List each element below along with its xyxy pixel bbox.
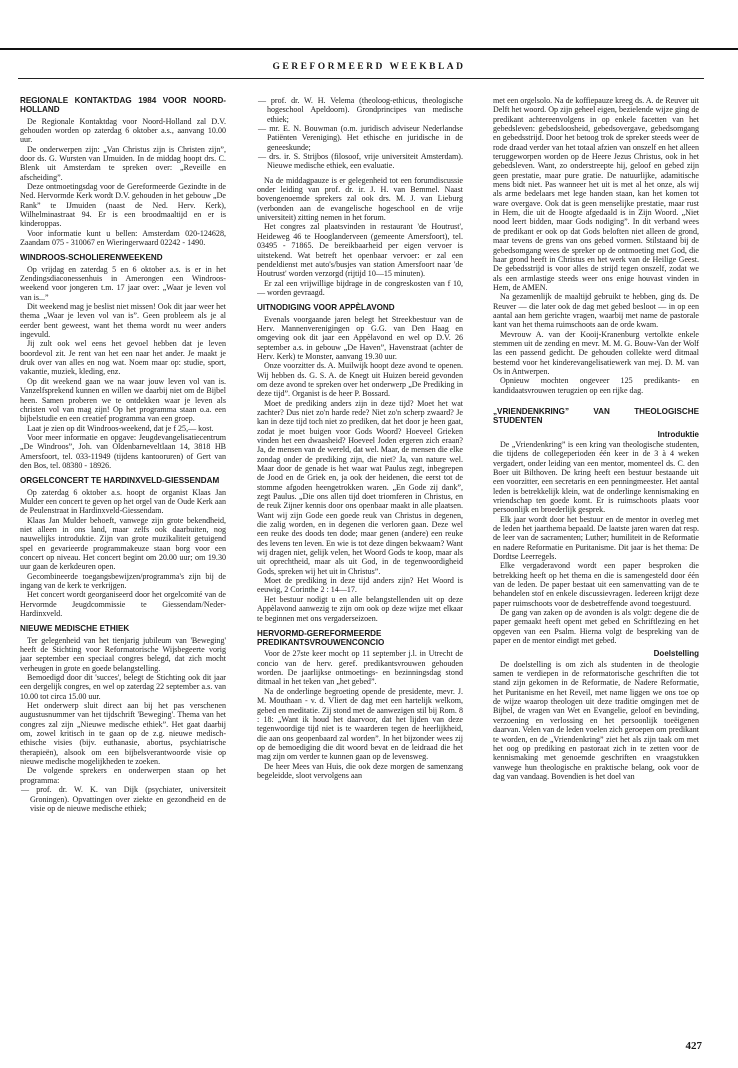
paragraph: Bemoedigd door dit 'succes', belegt de Stichting ook dit jaar een dergelijk congres, en wel op zaterdag 22 september a.s. van 10.00 tot circa 15.00 uur.	[20, 673, 226, 701]
paragraph: Evenals voorgaande jaren belegt het Streekbestuur van de Herv. Mannenverenigingen op G.G. van Den Haag en omgeving ook dit jaar een Appèlavond en wel op D.V. 26 september a.s. in gebouw „De Haven”, Havenstraat (achter de Herv. Kerk) te Monster, aanvang 19.30 uur.	[257, 314, 463, 361]
paragraph: Onze voorzitter ds. A. Muilwijk hoopt deze avond te openen. Wij hebben ds. G. S. A. de Knegt uit Huizen bereid gevonden om deze avond te spreken over het onderwerp „De Prediking in deze tijd”. Organist is de heer P. Bossard.	[257, 361, 463, 399]
running-title: GEREFORMEERD WEEKBLAD	[272, 62, 466, 72]
paragraph: Op vrijdag en zaterdag 5 en 6 oktober a.s. is er in het Zendingsdiaconessenhuis in Amerongen een Windroos-weekend voor jongeren t.m. 17 jaar over: „Waar je leven vol van is...”	[20, 264, 226, 302]
subheading: Introduktie	[657, 429, 699, 439]
paragraph: Jij zult ook wel eens het gevoel hebben dat je leven boordevol zit. Je rent van het een naar het ander. Je maakt je druk over van alles en nog wat. Noem maar op: studie, sport, vakantie, muziek, kleding, enz.	[20, 339, 226, 377]
paragraph: Op dit weekend gaan we na waar jouw leven vol van is. Vanzelfsprekend kunnen en willen we daarbij niet om de Bijbel heen. Samen proberen we te ontdekken waar je leven als christen vol van mag zijn! Op het programma staan o.a. een bijbelstudie en een creatief programma van een groep.	[20, 376, 226, 424]
paragraph: Het onderwerp sluit direct aan bij het pas verschenen augustusnummer van het tijdschrift 'Beweging'. Thema van het congres zal zijn „Nieuwe medische ethiek”. Het gaat daarbij om, zowel kritisch in te gaan op de z.g. nieuwe medisch-ethische visies (bijv. euthanasie, abortus, psychiatrische therapieën), alsook om een bijbelsverantwoorde visie op nieuwe medische mogelijkheden te zoeken.	[20, 701, 226, 767]
paragraph: Elk jaar wordt door het bestuur en de mentor in overleg met de leden het jaarthema bepaald. De laatste jaren waren dat resp. de leer van de sacramenten; Luther; humiliteit in de Reformatie en nadere Reformatie en Puritanisme. Dit jaar is het thema: De Dordtse Leerregels.	[493, 514, 699, 562]
paragraph: Gecombineerde toegangsbewijzen/programma's zijn bij de ingang van de kerk te verkrijgen.	[20, 571, 226, 590]
paragraph: Op zaterdag 6 oktober a.s. hoopt de organist Klaas Jan Mulder een concert te geven op het orgel van de Oude Kerk aan de Peulenstraat in Hardinxveld-Giessendam.	[20, 487, 226, 516]
section-heading: „VRIENDENKRING” VAN THEOLOGISCHE STUDENTEN	[493, 407, 699, 426]
paragraph: De volgende sprekers en onderwerpen staan op het programma:	[20, 766, 226, 785]
paragraph: Moet de prediking in deze tijd anders zijn? Het Woord is eeuwig, 2 Corinthe 2 : 14—17.	[257, 576, 463, 595]
speaker-list	[257, 96, 463, 171]
paragraph: Na de middagpauze is er gelegenheid tot een forumdiscussie onder leiding van prof. dr. ir. J. H. van Bemmel. Naast bovengenoemde sprekers zal ook drs. M. J. van Lieburg (verbonden aan de evangelische hogeschool en de vrije universiteit) zitting nemen in het forum.	[257, 175, 463, 223]
paragraph: De „Vriendenkring” is een kring van theologische studenten, die tijdens de collegeperioden één keer in de 3 à 4 weken vergadert, onder leiding van een mentor, momenteel ds. C. den Boer uit Bilthoven. De kring heeft een bestuur bestaande uit een voorzitter, een secretaris en een penningmeester. Het aantal leden is betrekkelijk klein, wat de onderlinge kennismaking en vriendschap ten goede komt. Er is ruimschoots plaats voor persoonlijk en broederlijk gesprek.	[493, 439, 699, 515]
column-left	[20, 96, 226, 1048]
paragraph: met een orgelsolo. Na de koffiepauze kreeg ds. A. de Reuver uit Delft het woord. Op zijn geheel eigen, bezielende wijze ging de predikant achtereenvolgens in op enkele facetten van het gebedsleven: gebedsloosheid, gebedsovergave, gebedsomgang en gebedsstrijd. Door het betoog trok de spreker steeds weer de rode draad verder van het totaal afzien van onszelf en het alleen teruggeworpen worden op de Heere Jezus Christus, ook in het gebedsleven. Want, zo onderstreepte hij, geloof en gebed zijn geen prestatie, maar pure gratie. De natuurlijke, adamitische mens bidt niet. Pas wanneer het uit is met al het onze, als wij als arme bedelaars met lege handen staan, kan het komen tot ware overgave. Ook dat is geen menselijke prestatie, maar rust in Hem, die uit de Hoogte afgedaald is in Zijn Woord. „Niet nood leert bidden, maar Gods nodiging”. In dit verband wees de predikant er ook op dat Gods beloften niet alleen de grond, maar tevens de grens van ons gebed vormen. Stilstaand bij de gebedsomgang wees de spreker op de ontmoeting met God, die haar grond heeft in Christus en het werk van de Heilige Geest. De gebedsstrijd is voor alles de strijd tegen onszelf, zodat we als een armlastige steeds weer ons enige houvast vinden in Hem, de AMEN.	[493, 96, 699, 292]
paragraph: Mevrouw A. van der Kooij-Kranenburg vertolkte enkele stemmen uit de zending en mevr. M. M. G. Bouw-Van der Wolf las een passend gedicht. De gehouden collekte werd ditmaal bestemd voor het kinderevangelisatiewerk van mej. D. M. van Os in Antwerpen.	[493, 329, 699, 376]
column-right	[493, 96, 699, 1048]
section-heading: ORGELCONCERT TE HARDINXVELD-GIESSENDAM	[20, 476, 220, 486]
paragraph: Na de onderlinge begroeting opende de presidente, mevr. J. M. Mouthaan - v. d. Vliert de dag met een hartelijk welkom, gebed en meditatie. Zij stond met de aanwezigen stil bij Rom. 8 : 18: „Want ik houd het daarvoor, dat het lijden van deze tegenwoordige tijd niet is te waarderen tegen de heerlijkheid, die aan ons geopenbaard zal worden”. In het bijzonder wees zij op de bemoediging die dit woord bevat en de leidraad die het mag zijn om verder te kunnen gaan op de levensweg.	[257, 686, 463, 762]
section-heading: NIEUWE MEDISCHE ETHIEK	[20, 624, 130, 634]
paragraph: Deze ontmoetingsdag voor de Gereformeerde Gezindte in de Ned. Hervormde Kerk wordt D.V. gehouden in het gebouw „De Rank” te IJmuiden (naast de Ned. Herv. Kerk), Wilhelminastraat 94. Er is een broodmaaltijd en er is kinderoppas.	[20, 182, 226, 229]
paragraph: Klaas Jan Mulder behoeft, vanwege zijn grote bekendheid, niet alleen in ons land, maar zelfs ook daarbuiten, nog nauwelijks introduktie. Zijn van grote muzikaliteit getuigend spel en gevarieerde programmakeuze staan borg voor een concert op niveau. Het concert begint om 20.00 uur; om 19.30 uur gaan de kerkdeuren open.	[20, 515, 226, 572]
section-heading: REGIONALE KONTAKTDAG 1984 VOOR NOORD-HOLLAND	[20, 96, 226, 115]
paragraph: De Regionale Kontaktdag voor Noord-Holland zal D.V. gehouden worden op zaterdag 6 oktober a.s., aanvang 10.00 uur.	[20, 116, 226, 145]
column-middle	[257, 96, 463, 1048]
subheading: Doelstelling	[653, 649, 699, 659]
paragraph: De heer Mees van Huis, die ook deze morgen de samenzang begeleidde, sloot vervolgens aan	[257, 761, 463, 780]
paragraph: De onderwerpen zijn: „Van Christus zijn is Christen zijn”, door ds. G. Wursten van IJmuiden. In de middag hoopt drs. C. Blenk uit Amsterdam te spreken over: „Reveille en afscheiding”.	[20, 144, 226, 182]
list-item: — drs. ir. S. Strijbos (filosoof, vrije universiteit Amsterdam). Nieuwe medische ethiek, een evaluatie.	[258, 152, 463, 171]
section-heading: HERVORMD-GEREFORMEERDE PREDIKANTSVROUWENCONCIO	[257, 628, 385, 648]
list-item: — prof. dr. W. K. van Dijk (psychiater, universiteit Groningen). Opvattingen over ziekte en gezondheid en de visie op de nieuwe medische ethiek;	[21, 785, 226, 813]
paragraph: Het bestuur nodigt u en alle belangstellenden uit op deze Appèlavond aanwezig te zijn om ook op deze wijze met elkaar te beginnen met ons vergaderseizoen.	[257, 594, 463, 623]
paragraph: Moet de prediking anders zijn in deze tijd? Moet het wat zachter? Dus niet zo'n harde rede? Niet zo'n scherp zwaard? Je kan in deze tijd toch niet zo prediken, dat het door je heen gaat, zodat je moet buigen voor Gods Woord? Hoeveel Grieken vinden het een dwaasheid? Hoeveel Joden ergeren zich eraan? Ja, de mensen van de wereld, dat wel. Maar, de mensen die elke zondag onder de prediking zijn, die niet? Ja, van nature wel. Maar door de genade is het waar wat Paulus zegt, inbegrepen de Jood en de Griek en, ja ook der heidenen, die eerst tot de stomme afgoden heengetrokken waren. „En Gode zij dank”, zegt Paulus. „Die ons allen tijd doet triomferen in Christus, en de reuk Zijner kennis door ons openbaar maakt in alle plaatsen. Want wij zijn Gode een goede reuk van Christus in degenen, die zalig worden, en in degenen die verloren gaan. Deze wel een reuke des doods ten dode; maar genen (andere) een reuke des levens ten leven. En wie is tot deze dingen bekwaam? Want wij dragen niet, gelijk velen, het Woord Gods te koop, maar als uit oprechtheid, maar als uit God, in de tegenwoordigheid Gods, spreken wij het uit in Christus”.	[257, 398, 463, 576]
list-item: — prof. dr. W. H. Velema (theoloog-ethicus, theologische hogeschool Apeldoorn). Grondprincipes van medische ethiek;	[258, 96, 463, 124]
page-number: 427	[685, 1040, 702, 1052]
paragraph: Opnieuw mochten ongeveer 125 predikants- en kandidaatsvrouwen terugzien op een rijke dag.	[493, 376, 699, 395]
paragraph: Laat je zien op dit Windroos-weekend, dat je f 25,— kost.	[27, 423, 214, 433]
paragraph: Er zal een vrijwillige bijdrage in de congreskosten van f 10,— worden gevraagd.	[257, 278, 463, 297]
paragraph: De doelstelling is om zich als studenten in de theologie samen te verdiepen in de reformatorische geschriften die tot stand zijn gekomen in de Reformatie, de Nadere Reformatie, het Puritanisme en het Reveil, met name liggen we ons toe op de wijze waarop theologen uit deze traditie omgingen met de Bijbel, de vragen van Wet en Evangelie, geloof en bevinding, verzoening en verlossing en het persoonlijk toeëigenen daarvan. Velen van de leden voelen zich geroepen om predikant te worden, en de „Vriendenkring” ziet het als zijn taak om met het oog op prediking en pastoraat zich in te zetten voor de kennismaking met genoemde geschriften en vraagstukken vanwege hun theologische en praktische belang, ook voor de dag van vandaag. Bovendien is het doel van	[493, 659, 699, 781]
section-heading: WINDROOS-SCHOLIERENWEEKEND	[20, 253, 163, 263]
paragraph: Voor de 27ste keer mocht op 11 september j.l. in Utrecht de concio van de herv. geref. predikantsvrouwen gehouden worden. De jaarlijkse ontmoetings- en bezinningsdag stond ditmaal in het teken van „het gebed”.	[257, 649, 463, 687]
paragraph: Voor meer informatie en opgave: Jeugdevangelisatiecentrum „De Windroos”, Joh. van Oldenbarneveltlaan 14, 3818 HB Amersfoort, tel. 033-11949 (tijdens kantooruren) of Gert van den Bos, tel. 08380 - 18926.	[20, 432, 226, 470]
paragraph: Na gezamenlijk de maaltijd gebruikt te hebben, ging ds. De Reuver — die later ook de dag met gebed besloot — in op een aantal aan hem gerichte vragen, waarbij met name de pastorale kant van het thema ruimschoots aan de orde kwam.	[493, 292, 699, 330]
speaker-list	[20, 785, 226, 813]
section-heading: UITNODIGING VOOR APPÈLAVOND	[257, 303, 395, 313]
paragraph: Voor informatie kunt u bellen: Amsterdam 020-124628, Zaandam 075 - 310067 en Wieringerwaard 02242 - 1490.	[20, 228, 226, 248]
header-rule	[18, 78, 704, 79]
paragraph: Het concert wordt georganiseerd door het orgelcomité van de Hervormde Jeugdcommissie te Giessendam/Neder-Hardinxveld.	[20, 590, 226, 619]
paragraph: Elke vergaderavond wordt een paper besproken die betrekking heeft op het thema en die is samengesteld door één van de leden. De paper bestaat uit een samenvatting van de te behandelen stof en enkele discussievragen. Iedereen krijgt deze paper ruimschoots voor de desbetreffende avond toegestuurd.	[493, 561, 699, 608]
top-border	[0, 0, 738, 50]
paragraph: De gang van zaken op de avonden is als volgt: degene die de paper gemaakt heeft opent met gebed en Schriftlezing en het opgeven van een Psalm. Hierna volgt de bespreking van de paper en de mentor eindigt met gebed.	[493, 608, 699, 646]
paragraph: Dit weekend mag je beslist niet missen! Ook dit jaar weer het thema „Waar je leven vol van is”. Geen probleem als je al eerder bent geweest, want het thema wordt nu weer anders ingevuld.	[20, 302, 226, 340]
list-item: — mr. E. N. Bouwman (o.m. juridisch adviseur Nederlandse Patiënten Vereniging). Het ethische en juridische in de geneeskunde;	[258, 124, 463, 152]
paragraph: Ter gelegenheid van het tienjarig jubileum van 'Beweging' heeft de Stichting voor Reformatorische Wijsbegeerte vorig jaar september een speciaal congres belegd, dat zich mocht verheugen in grote en goede belangstelling.	[20, 635, 226, 673]
paragraph: Het congres zal plaatsvinden in restaurant 'de Houtrust', Heideweg 46 te Hooglanderveen (gemeente Amersfoort), tel. 03495 - 71865. De bereikbaarheid per eigen vervoer is uitstekend. Wat betreft het openbaar vervoer: er zal een pendeldienst met auto's/busjes van station Amersfoort naar 'de Houtrust' worden verzorgd (rijtijd 10—15 minuten).	[257, 222, 463, 279]
